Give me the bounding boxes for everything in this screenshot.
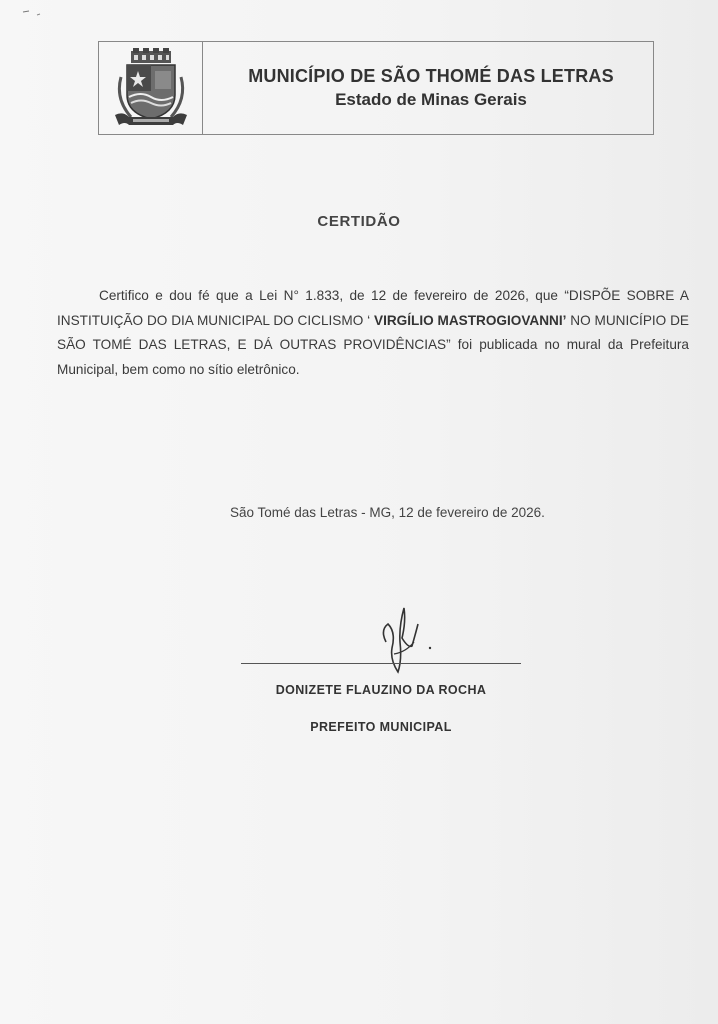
signature-line [241, 663, 521, 664]
place-and-date: São Tomé das Letras - MG, 12 de fevereiro de 2026. [230, 505, 545, 520]
coat-of-arms-icon [111, 47, 191, 129]
signer-role: PREFEITO MUNICIPAL [310, 720, 452, 734]
letterhead-titles [203, 42, 653, 134]
signer-name: DONIZETE FLAUZINO DA ROCHA [275, 683, 487, 697]
state-subtitle: Estado de Minas Gerais [335, 90, 527, 109]
document-title: CERTIDÃO [317, 213, 401, 230]
certificate-body [57, 284, 689, 382]
crest-cell [99, 42, 203, 134]
scan-mark-icon [22, 8, 46, 18]
body-text-part1: Certifico e dou fé que a Lei N° 1.833, de 12 de fevereiro de 2026, que “DISPÕE SOBRE A INSTITUIÇÃO DO DIA MUNICIPAL DO CICLISMO ‘ [57, 288, 689, 328]
honoree-name: VIRGÍLIO MASTROGIOVANNI’ [374, 312, 567, 328]
body-text-part2: NO MUNICÍPIO DE SÃO TOMÉ DAS LETRAS, E DÁ OUTRAS PROVIDÊNCIAS” foi publicada no mural da Prefeitura Municipal, bem como no sítio eletrônico. [57, 312, 689, 377]
handwritten-signature [372, 602, 442, 682]
municipality-title: MUNICÍPIO DE SÃO THOMÉ DAS LETRAS [248, 66, 614, 86]
letterhead [98, 41, 654, 135]
